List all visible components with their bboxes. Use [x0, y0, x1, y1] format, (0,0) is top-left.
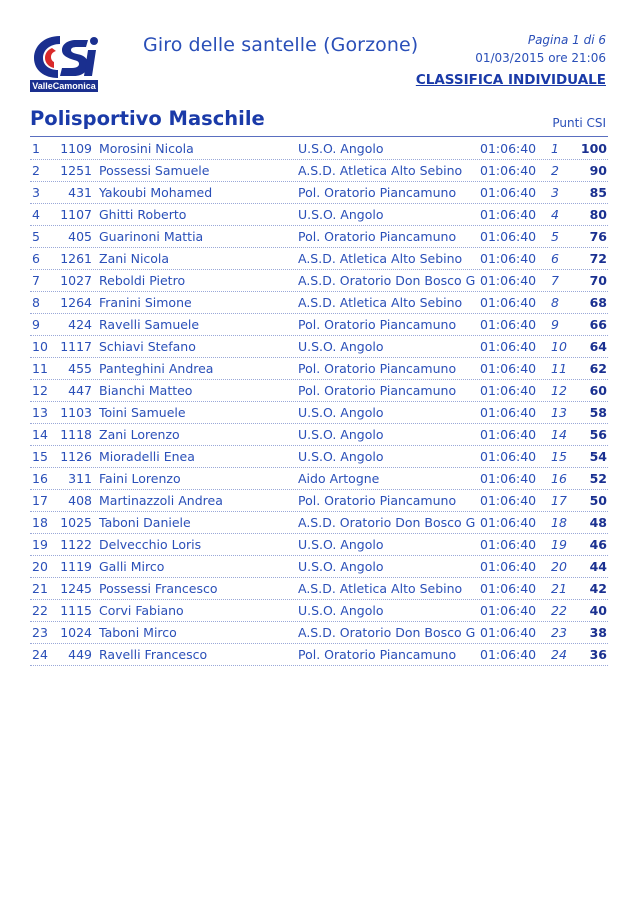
team-cell: Pol. Oratorio Piancamuno: [298, 383, 457, 398]
position-cell: 1: [32, 141, 40, 156]
bib-number-cell: 1118: [60, 427, 92, 442]
athlete-name-cell: Schiavi Stefano: [99, 339, 196, 354]
athlete-name-cell: Bianchi Matteo: [99, 383, 193, 398]
athlete-name-cell: Taboni Mirco: [99, 625, 177, 640]
page-number: Pagina 1 di 6: [527, 33, 606, 47]
bib-number-cell: 1115: [60, 603, 92, 618]
bib-number-cell: 1107: [60, 207, 92, 222]
bib-number-cell: 431: [68, 185, 92, 200]
athlete-name-cell: Delvecchio Loris: [99, 537, 202, 552]
time-cell: 01:06:40: [480, 273, 537, 288]
table-row: [30, 138, 608, 160]
time-cell: 01:06:40: [480, 647, 537, 662]
category-position-cell: 7: [551, 273, 559, 288]
time-cell: 01:06:40: [480, 405, 537, 420]
bib-number-cell: 455: [68, 361, 92, 376]
athlete-name-cell: Ravelli Francesco: [99, 647, 208, 662]
category-position-cell: 1: [551, 141, 559, 156]
category-position-cell: 22: [551, 603, 567, 618]
time-cell: 01:06:40: [480, 383, 537, 398]
points-cell: 100: [580, 141, 607, 156]
points-cell: 50: [589, 493, 607, 508]
position-cell: 5: [32, 229, 40, 244]
table-row: [30, 402, 608, 424]
bib-number-cell: 1027: [60, 273, 92, 288]
table-row: [30, 314, 608, 336]
points-cell: 90: [589, 163, 607, 178]
category-position-cell: 12: [551, 383, 567, 398]
table-row: [30, 490, 608, 512]
team-cell: U.S.O. Angolo: [298, 339, 384, 354]
position-cell: 6: [32, 251, 40, 266]
points-cell: 66: [589, 317, 607, 332]
athlete-name-cell: Panteghini Andrea: [99, 361, 214, 376]
bib-number-cell: 1025: [60, 515, 92, 530]
position-cell: 2: [32, 163, 40, 178]
csi-vallecamonica-logo: [30, 28, 98, 92]
team-cell: A.S.D. Oratorio Don Bosco G: [298, 515, 476, 530]
position-cell: 9: [32, 317, 40, 332]
points-cell: 62: [589, 361, 607, 376]
athlete-name-cell: Zani Lorenzo: [99, 427, 180, 442]
position-cell: 18: [32, 515, 48, 530]
bib-number-cell: 447: [68, 383, 92, 398]
category-position-cell: 9: [551, 317, 559, 332]
table-row: [30, 226, 608, 248]
position-cell: 11: [32, 361, 48, 376]
category-position-cell: 24: [551, 647, 567, 662]
athlete-name-cell: Ghitti Roberto: [99, 207, 187, 222]
points-cell: 52: [589, 471, 607, 486]
athlete-name-cell: Toini Samuele: [99, 405, 186, 420]
position-cell: 21: [32, 581, 48, 596]
table-row: [30, 556, 608, 578]
points-cell: 70: [589, 273, 607, 288]
time-cell: 01:06:40: [480, 449, 537, 464]
athlete-name-cell: Corvi Fabiano: [99, 603, 184, 618]
report-datetime: 01/03/2015 ore 21:06: [475, 51, 606, 65]
category-position-cell: 20: [551, 559, 567, 574]
bib-number-cell: 1264: [60, 295, 92, 310]
time-cell: 01:06:40: [480, 207, 537, 222]
points-cell: 42: [589, 581, 607, 596]
bib-number-cell: 424: [68, 317, 92, 332]
time-cell: 01:06:40: [480, 163, 537, 178]
team-cell: Pol. Oratorio Piancamuno: [298, 317, 457, 332]
category-position-cell: 3: [551, 185, 559, 200]
table-row: [30, 292, 608, 314]
bib-number-cell: 408: [68, 493, 92, 508]
position-cell: 8: [32, 295, 40, 310]
points-cell: 54: [589, 449, 607, 464]
points-cell: 40: [589, 603, 607, 618]
athlete-name-cell: Martinazzoli Andrea: [99, 493, 223, 508]
time-cell: 01:06:40: [480, 361, 537, 376]
points-cell: 36: [589, 647, 607, 662]
table-row: [30, 182, 608, 204]
athlete-name-cell: Possessi Francesco: [99, 581, 218, 596]
time-cell: 01:06:40: [480, 229, 537, 244]
athlete-name-cell: Zani Nicola: [99, 251, 170, 266]
event-title: Giro delle santelle (Gorzone): [143, 34, 419, 56]
athlete-name-cell: Taboni Daniele: [99, 515, 191, 530]
team-cell: A.S.D. Atletica Alto Sebino: [298, 251, 463, 266]
athlete-name-cell: Reboldi Pietro: [99, 273, 186, 288]
athlete-name-cell: Guarinoni Mattia: [99, 229, 204, 244]
table-row: [30, 248, 608, 270]
athlete-name-cell: Possessi Samuele: [99, 163, 210, 178]
category-position-cell: 2: [551, 163, 559, 178]
category-position-cell: 21: [551, 581, 567, 596]
time-cell: 01:06:40: [480, 515, 537, 530]
points-cell: 44: [589, 559, 607, 574]
position-cell: 22: [32, 603, 48, 618]
header-divider: [30, 136, 608, 137]
points-cell: 80: [589, 207, 607, 222]
position-cell: 20: [32, 559, 48, 574]
team-cell: U.S.O. Angolo: [298, 427, 384, 442]
points-column-label: Punti CSI: [552, 116, 606, 130]
points-cell: 60: [589, 383, 607, 398]
position-cell: 14: [32, 427, 48, 442]
bib-number-cell: 1103: [60, 405, 92, 420]
points-cell: 68: [589, 295, 607, 310]
athlete-name-cell: Faini Lorenzo: [99, 471, 181, 486]
time-cell: 01:06:40: [480, 339, 537, 354]
bib-number-cell: 1122: [60, 537, 92, 552]
team-cell: Aido Artogne: [298, 471, 380, 486]
time-cell: 01:06:40: [480, 295, 537, 310]
results-table: [30, 138, 608, 666]
time-cell: 01:06:40: [480, 603, 537, 618]
athlete-name-cell: Mioradelli Enea: [99, 449, 195, 464]
bib-number-cell: 1251: [60, 163, 92, 178]
team-cell: U.S.O. Angolo: [298, 207, 384, 222]
athlete-name-cell: Franini Simone: [99, 295, 192, 310]
team-cell: U.S.O. Angolo: [298, 603, 384, 618]
points-cell: 56: [589, 427, 607, 442]
position-cell: 12: [32, 383, 48, 398]
athlete-name-cell: Yakoubi Mohamed: [99, 185, 213, 200]
time-cell: 01:06:40: [480, 581, 537, 596]
team-cell: A.S.D. Atletica Alto Sebino: [298, 295, 463, 310]
team-cell: Pol. Oratorio Piancamuno: [298, 493, 457, 508]
time-cell: 01:06:40: [480, 317, 537, 332]
category-position-cell: 16: [551, 471, 567, 486]
category-position-cell: 11: [551, 361, 567, 376]
time-cell: 01:06:40: [480, 471, 537, 486]
category-title: Polisportivo Maschile: [30, 107, 265, 130]
position-cell: 16: [32, 471, 48, 486]
table-row: [30, 446, 608, 468]
points-cell: 48: [589, 515, 607, 530]
team-cell: Pol. Oratorio Piancamuno: [298, 229, 457, 244]
athlete-name-cell: Ravelli Samuele: [99, 317, 200, 332]
bib-number-cell: 449: [68, 647, 92, 662]
logo-label: ValleCamonica: [32, 81, 96, 91]
athlete-name-cell: Morosini Nicola: [99, 141, 194, 156]
table-row: [30, 160, 608, 182]
position-cell: 24: [32, 647, 48, 662]
table-row: [30, 622, 608, 644]
points-cell: 85: [589, 185, 607, 200]
bib-number-cell: 1117: [60, 339, 92, 354]
bib-number-cell: 1119: [60, 559, 92, 574]
bib-number-cell: 1261: [60, 251, 92, 266]
table-row: [30, 512, 608, 534]
table-row: [30, 336, 608, 358]
table-row: [30, 468, 608, 490]
team-cell: Pol. Oratorio Piancamuno: [298, 185, 457, 200]
team-cell: A.S.D. Atletica Alto Sebino: [298, 581, 463, 596]
team-cell: Pol. Oratorio Piancamuno: [298, 647, 457, 662]
table-row: [30, 380, 608, 402]
category-position-cell: 17: [551, 493, 567, 508]
table-row: [30, 644, 608, 666]
position-cell: 7: [32, 273, 40, 288]
category-position-cell: 4: [551, 207, 559, 222]
position-cell: 15: [32, 449, 48, 464]
bib-number-cell: 1245: [60, 581, 92, 596]
category-position-cell: 5: [551, 229, 559, 244]
table-row: [30, 424, 608, 446]
report-title: CLASSIFICA INDIVIDUALE: [415, 72, 606, 88]
position-cell: 3: [32, 185, 40, 200]
points-cell: 46: [589, 537, 607, 552]
category-position-cell: 10: [551, 339, 567, 354]
position-cell: 10: [32, 339, 48, 354]
team-cell: U.S.O. Angolo: [298, 141, 384, 156]
position-cell: 13: [32, 405, 48, 420]
category-position-cell: 8: [551, 295, 559, 310]
table-row: [30, 204, 608, 226]
position-cell: 23: [32, 625, 48, 640]
bib-number-cell: 1126: [60, 449, 92, 464]
position-cell: 19: [32, 537, 48, 552]
category-position-cell: 19: [551, 537, 567, 552]
team-cell: A.S.D. Oratorio Don Bosco G: [298, 273, 476, 288]
points-cell: 58: [589, 405, 607, 420]
category-position-cell: 13: [551, 405, 567, 420]
team-cell: U.S.O. Angolo: [298, 559, 384, 574]
team-cell: U.S.O. Angolo: [298, 537, 384, 552]
time-cell: 01:06:40: [480, 141, 537, 156]
time-cell: 01:06:40: [480, 559, 537, 574]
category-position-cell: 6: [551, 251, 559, 266]
points-cell: 38: [589, 625, 607, 640]
time-cell: 01:06:40: [480, 427, 537, 442]
team-cell: U.S.O. Angolo: [298, 449, 384, 464]
category-position-cell: 15: [551, 449, 567, 464]
team-cell: A.S.D. Oratorio Don Bosco G: [298, 625, 476, 640]
table-row: [30, 270, 608, 292]
table-row: [30, 578, 608, 600]
team-cell: A.S.D. Atletica Alto Sebino: [298, 163, 463, 178]
time-cell: 01:06:40: [480, 537, 537, 552]
table-row: [30, 534, 608, 556]
time-cell: 01:06:40: [480, 493, 537, 508]
athlete-name-cell: Galli Mirco: [99, 559, 165, 574]
csi-logo-icon: [30, 28, 98, 92]
table-row: [30, 358, 608, 380]
team-cell: U.S.O. Angolo: [298, 405, 384, 420]
bib-number-cell: 405: [68, 229, 92, 244]
time-cell: 01:06:40: [480, 185, 537, 200]
bib-number-cell: 1024: [60, 625, 92, 640]
category-position-cell: 23: [551, 625, 567, 640]
time-cell: 01:06:40: [480, 251, 537, 266]
points-cell: 76: [589, 229, 607, 244]
category-position-cell: 18: [551, 515, 567, 530]
bib-number-cell: 311: [68, 471, 92, 486]
category-position-cell: 14: [551, 427, 567, 442]
bib-number-cell: 1109: [60, 141, 92, 156]
position-cell: 4: [32, 207, 40, 222]
position-cell: 17: [32, 493, 48, 508]
time-cell: 01:06:40: [480, 625, 537, 640]
team-cell: Pol. Oratorio Piancamuno: [298, 361, 457, 376]
table-row: [30, 600, 608, 622]
points-cell: 72: [589, 251, 607, 266]
points-cell: 64: [589, 339, 607, 354]
